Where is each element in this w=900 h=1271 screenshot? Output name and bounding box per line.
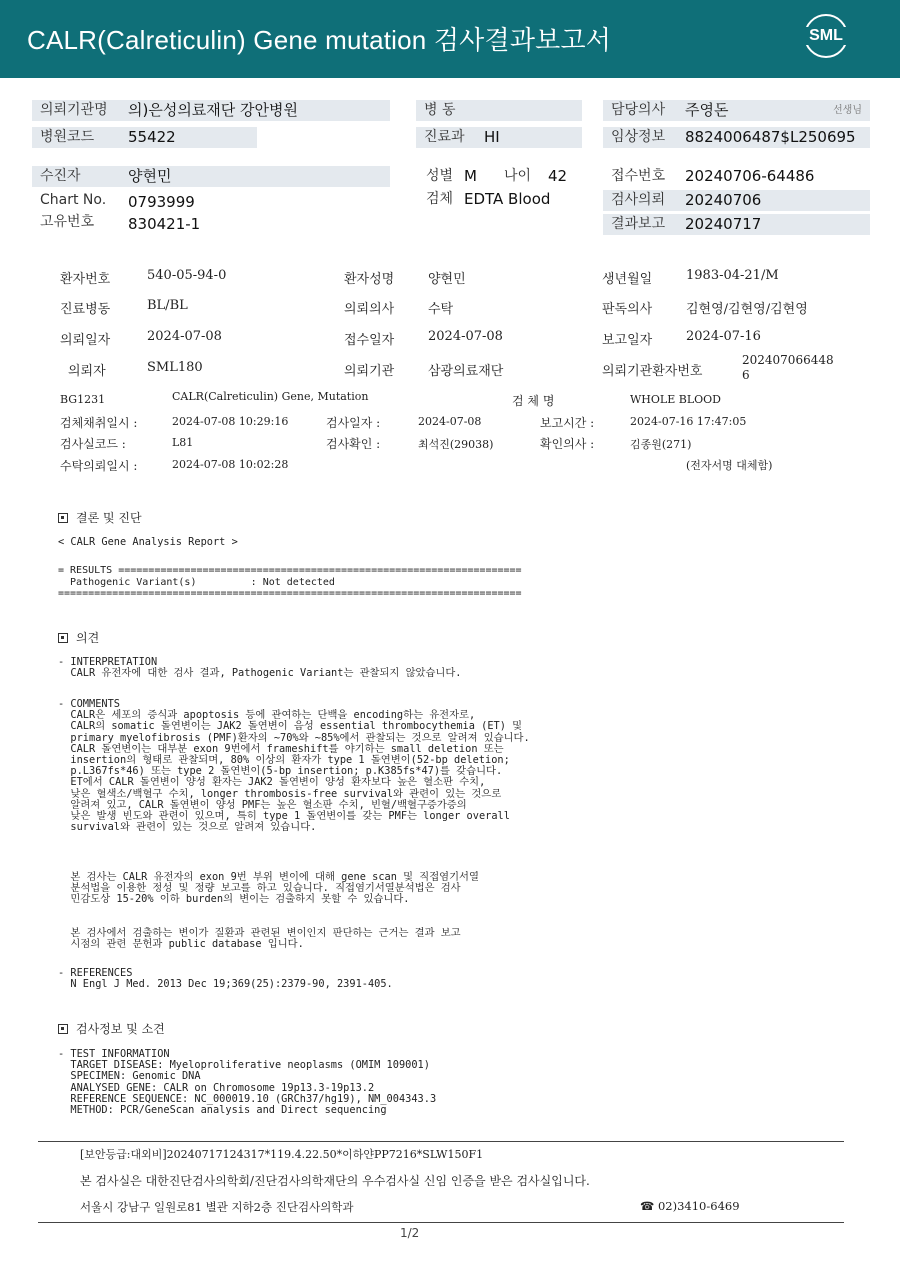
rep-date-value: 2024-07-16 <box>686 329 761 344</box>
req-org-label: 의뢰기관 <box>344 364 395 379</box>
report-subtitle: < CALR Gene Analysis Report > <box>58 536 238 548</box>
comments-block: - COMMENTS CALR은 세포의 증식과 apoptosis 등에 관여하는 단백을 encoding하는 유전자로, CALR의 somatic 돌연변이는 JAK2 돌연변이 음성 essential thrombocythemia (ET) 및 primary myelofibrosis (PMF)환자의 ~70%와 ~85%에서 관찰되는 것으로 알려져 있습니다. CALR 돌연변이는 대부분 exon 9번에서 frameshift를 야기하는 small deletion 또는 insertion의 형태로 관찰되며, 80% 이상의 환자가 type 1 돌연변이(52-bp deletion; p.L367fs*46) 또는 type 2 돌연변이(5-bp insertion; p.K385fs*47)를 갖습니다. ET에서 CALR 돌연변이 양성 환자는 JAK2 돌연변이 양성 환자보다 높은 혈소판 수치, 낮은 혈색소/백혈구 수치, longer thrombosis-free survival와 관련이 있는 것으로 알려져 있고, CALR 돌연변이 양성 PMF는 높은 혈소판 수치, 빈혈/백혈구증가증의 낮은 발생 빈도와 관련이 있으며, 특히 type 1 돌연변이를 갖는 PMF는 longer overall survival와 관련이 있는 것으로 알려져 있습니다. <box>58 698 530 834</box>
doctor-value: 주영돈 <box>685 101 729 119</box>
test-date-label: 검사일자 : <box>326 416 381 430</box>
req-org-value: 삼광의료재단 <box>428 364 504 379</box>
sex-value: M <box>464 167 477 185</box>
section-square-icon <box>58 1024 68 1034</box>
method-note-block: 본 검사는 CALR 유전자의 exon 9번 부위 변이에 대해 gene scan 및 직접염기서열 분석법을 이용한 정성 및 정량 보고를 하고 있습니다. 직접염기서열분석법은 검사 민감도상 15-20% 이하 burden의 변이는 검출하지 못할 수 있습니다. <box>70 871 479 906</box>
reader-value: 김현영/김현영/김현영 <box>686 302 808 317</box>
doctor-suffix: 선생님 <box>833 105 862 116</box>
age-value: 42 <box>548 167 568 185</box>
hospital-code-row <box>32 127 257 148</box>
patient-no-label: 환자번호 <box>60 272 111 287</box>
recv-date-value: 2024-07-08 <box>428 329 503 344</box>
institution-row <box>32 100 390 121</box>
test-code: BG1231 <box>60 393 106 406</box>
report-time-value: 2024-07-16 17:47:05 <box>630 415 747 428</box>
specimen-value: EDTA Blood <box>464 190 551 208</box>
references-block: - REFERENCES N Engl J Med. 2013 Dec 19;369(25):2379-90, 2391-405. <box>58 967 393 991</box>
request-date-value: 20240706 <box>685 191 762 209</box>
birth-label: 생년월일 <box>602 272 653 287</box>
certification-line: 본 검사실은 대한진단검사의학회/진단검사의학재단의 우수검사실 신임 인증을 받은 검사실입니다. <box>80 1174 590 1188</box>
chart-no-label: Chart No. <box>40 192 107 208</box>
req-doctor-label: 의뢰의사 <box>344 302 395 317</box>
testinfo-section-header <box>58 1020 165 1037</box>
doctor-label: 담당의사 <box>611 102 666 118</box>
hospital-code-value: 55422 <box>128 128 176 146</box>
logo-text: SML <box>800 27 852 45</box>
footer-top-rule <box>38 1141 844 1142</box>
request-date-label: 검사의뢰 <box>611 192 666 208</box>
page-number: 1/2 <box>400 1226 420 1240</box>
outsource-label: 수탁의뢰일시 : <box>60 459 138 473</box>
phone-line: ☎ 02)3410-6469 <box>640 1199 740 1213</box>
req-date-value: 2024-07-08 <box>147 329 222 344</box>
basis-note-block: 본 검사에서 검출하는 변이가 질환과 관련된 변이인지 판단하는 근거는 결과 보고 시점의 관련 문헌과 public database 입니다. <box>70 927 461 951</box>
chart-no-row <box>40 190 390 211</box>
collect-value: 2024-07-08 10:29:16 <box>172 415 289 428</box>
dept-value: HI <box>484 128 500 146</box>
outsource-value: 2024-07-08 10:02:28 <box>172 458 289 471</box>
patient-no-value: 540-05-94-0 <box>147 268 227 283</box>
doctor-row <box>603 100 870 121</box>
requester-value: SML180 <box>147 360 203 375</box>
test-name: CALR(Calreticulin) Gene, Mutation <box>172 390 369 403</box>
patient-row <box>32 166 390 187</box>
clinical-value: 8824006487$L250695 <box>685 128 856 146</box>
recv-date-label: 접수일자 <box>344 333 395 348</box>
opinion-title: 의견 <box>76 631 100 645</box>
interpretation-block: - INTERPRETATION CALR 유전자에 대한 검사 결과, Pathogenic Variant는 관찰되지 않았습니다. <box>58 656 462 680</box>
approver-label: 확인의사 : <box>540 437 595 451</box>
receipt-no-row <box>611 166 871 187</box>
age-label: 나이 <box>504 168 532 184</box>
opinion-section-header <box>58 629 99 646</box>
institution-label: 의뢰기관명 <box>40 102 108 118</box>
reader-label: 판독의사 <box>602 302 653 317</box>
lab-code-value: L81 <box>172 436 194 449</box>
security-line: [보안등급:대외비]20240717124317*119.4.22.50*이하얀PP7216*SLW150F1 <box>80 1148 484 1161</box>
conclusion-section-header <box>58 509 142 526</box>
org-pt-no-line2: 6 <box>742 368 750 382</box>
chart-no-value: 0793999 <box>128 193 195 211</box>
address-line: 서울시 강남구 일원로81 별관 지하2층 진단검사의학과 <box>80 1200 354 1214</box>
dept-row <box>416 127 582 148</box>
report-date-value: 20240717 <box>685 215 762 233</box>
request-date-row <box>603 190 870 211</box>
sml-logo <box>800 14 852 62</box>
confirm-label: 검사확인 : <box>326 437 381 451</box>
unique-no-value: 830421-1 <box>128 215 201 233</box>
lab-code-label: 검사실코드 : <box>60 437 126 451</box>
test-date-value: 2024-07-08 <box>418 415 482 428</box>
req-doctor-value: 수탁 <box>428 302 454 317</box>
patient-value: 양현민 <box>128 167 172 185</box>
ward2-label: 진료병동 <box>60 302 111 317</box>
req-date-label: 의뢰일자 <box>60 333 111 348</box>
specimen-name-value: WHOLE BLOOD <box>630 393 721 406</box>
ward-row <box>416 100 582 121</box>
report-date-label: 결과보고 <box>611 216 666 232</box>
institution-value: 의)은성의료재단 강안병원 <box>128 101 299 119</box>
specimen-row <box>426 189 586 210</box>
results-block: = RESULTS =================================================================== Pathogenic Variant(s) : Not detected ============================================================================= <box>58 565 522 599</box>
conclusion-title: 결론 및 진단 <box>76 511 142 525</box>
ward-label: 병 동 <box>424 102 456 118</box>
testinfo-title: 검사정보 및 소견 <box>76 1022 165 1036</box>
patient-name-label: 환자성명 <box>344 272 395 287</box>
rep-date-label: 보고일자 <box>602 333 653 348</box>
report-time-label: 보고시간 : <box>540 416 595 430</box>
approver-value: 김종원(271) <box>630 438 692 451</box>
birth-value: 1983-04-21/M <box>686 268 779 283</box>
receipt-no-label: 접수번호 <box>611 168 666 184</box>
patient-label: 수진자 <box>40 168 81 184</box>
org-pt-no-line1: 202407066448 <box>742 353 834 367</box>
sex-label: 성별 <box>426 168 454 184</box>
footer-bottom-rule <box>38 1222 844 1223</box>
sex-age-row <box>426 166 586 187</box>
esign-note: (전자서명 대체함) <box>686 459 773 472</box>
ward2-value: BL/BL <box>147 298 188 313</box>
specimen-label: 검체 <box>426 191 454 207</box>
report-header <box>0 0 900 78</box>
unique-no-label: 고유번호 <box>40 214 95 230</box>
confirm-value: 최석진(29038) <box>418 438 494 451</box>
unique-no-row <box>40 212 390 233</box>
clinical-row <box>603 127 870 148</box>
test-information-block: - TEST INFORMATION TARGET DISEASE: Myeloproliferative neoplasms (OMIM 109001) SPECIMEN: Genomic DNA ANALYSED GENE: CALR on Chromosome 19p13.3-19p13.2 REFERENCE SEQUENCE: NC_000019.10 (GRCh37/hg19), NM_004343.3 METHOD: PCR/GeneScan analysis and Direct sequencing <box>58 1048 437 1117</box>
report-date-row <box>603 214 870 235</box>
receipt-no-value: 20240706-64486 <box>685 167 815 185</box>
hospital-code-label: 병원코드 <box>40 129 95 145</box>
specimen-name-label: 검 체 명 <box>512 394 555 408</box>
dept-label: 진료과 <box>424 129 465 145</box>
org-pt-no-label: 의뢰기관환자번호 <box>602 364 703 379</box>
section-square-icon <box>58 513 68 523</box>
requester-label: 의뢰자 <box>68 364 106 379</box>
clinical-label: 임상정보 <box>611 129 666 145</box>
collect-label: 검체채취일시 : <box>60 416 138 430</box>
report-title: CALR(Calreticulin) Gene mutation 검사결과보고서 <box>27 25 612 55</box>
patient-name-value: 양현민 <box>428 272 466 287</box>
section-square-icon <box>58 633 68 643</box>
